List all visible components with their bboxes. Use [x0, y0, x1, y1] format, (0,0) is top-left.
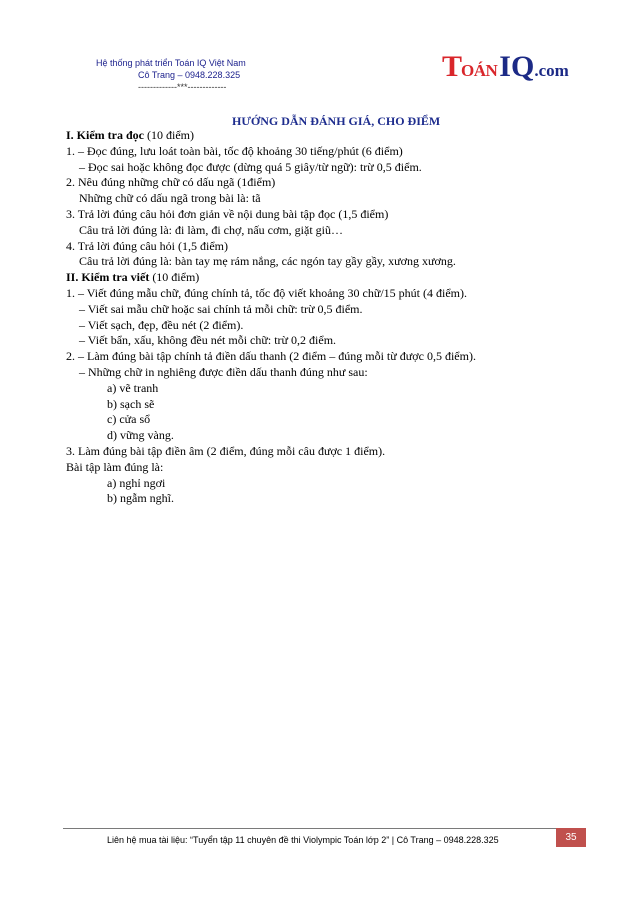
logo-iq: IQ — [499, 50, 535, 83]
logo-t: T — [442, 50, 462, 83]
section-heading-label: II. Kiểm tra viết — [66, 270, 150, 285]
footer-divider — [63, 828, 556, 829]
line-text: b) sạch sẽ — [107, 396, 155, 411]
header-divider: -------------***------------- — [138, 82, 227, 92]
toaniq-logo — [442, 50, 569, 90]
body-line — [66, 302, 586, 318]
body-line — [66, 412, 586, 428]
line-text: 2. – Làm đúng bài tập chính tả điền dấu thanh (2 điểm – đúng mỗi từ được 0,5 điểm). — [66, 349, 476, 364]
section-heading — [66, 128, 586, 144]
line-text: – Viết sai mẫu chữ hoặc sai chính tả mỗi chữ: trừ 0,5 điểm. — [79, 301, 363, 316]
body-line — [66, 365, 586, 381]
line-text: 3. Làm đúng bài tập điền âm (2 điểm, đúng mỗi câu được 1 điểm). — [66, 443, 386, 458]
page-number: 35 — [556, 828, 586, 847]
logo-dotcom: .com — [534, 61, 569, 80]
line-text: c) cửa sổ — [107, 412, 151, 427]
body-line — [66, 491, 586, 507]
body-line — [66, 476, 586, 492]
body-line — [66, 397, 586, 413]
body-line — [66, 207, 586, 223]
body-line — [66, 333, 586, 349]
line-text: Câu trả lời đúng là: bàn tay mẹ rám nắng, các ngón tay gầy gầy, xương xương. — [79, 254, 456, 269]
body-line — [66, 444, 586, 460]
body-line — [66, 239, 586, 255]
line-text: (10 điểm) — [143, 128, 194, 142]
body-line — [66, 254, 586, 270]
body-line — [66, 460, 586, 476]
page-header — [96, 57, 246, 93]
line-text: 2. Nêu đúng những chữ có dấu ngã (1điểm) — [66, 175, 276, 190]
line-text: 3. Trả lời đúng câu hỏi đơn giản về nội dung bài tập đọc (1,5 điểm) — [66, 206, 389, 221]
line-text: 1. – Đọc đúng, lưu loát toàn bài, tốc độ khoảng 30 tiếng/phút (6 điểm) — [66, 143, 403, 158]
header-org: Hệ thống phát triển Toán IQ Việt Nam — [96, 58, 246, 68]
line-text: 1. – Viết đúng mẫu chữ, đúng chính tả, tốc độ viết khoảng 30 chữ/15 phút (4 điểm). — [66, 285, 467, 300]
body-line — [66, 381, 586, 397]
line-text: – Đọc sai hoặc không đọc được (dừng quá 5 giây/từ ngữ): trừ 0,5 điểm. — [79, 159, 422, 174]
body-line — [66, 144, 586, 160]
body-line — [66, 428, 586, 444]
logo-oan: OÁN — [461, 61, 498, 80]
line-text: (10 điểm) — [149, 270, 200, 285]
body-line — [66, 223, 586, 239]
line-text: b) ngẫm nghĩ. — [107, 491, 174, 506]
header-contact: Cô Trang – 0948.228.325 — [138, 70, 241, 80]
line-text: d) vững vàng. — [107, 428, 174, 443]
body-line — [66, 286, 586, 302]
document-title: HƯỚNG DẪN ĐÁNH GIÁ, CHO ĐIỂM — [232, 114, 441, 128]
line-text: – Viết sạch, đẹp, đều nét (2 điểm). — [79, 317, 244, 332]
line-text: Bài tập làm đúng là: — [66, 459, 164, 474]
line-text: 4. Trả lời đúng câu hỏi (1,5 điểm) — [66, 238, 228, 253]
document-body — [66, 128, 586, 507]
line-text: a) nghỉ ngơi — [107, 475, 166, 490]
line-text: – Những chữ in nghiêng được điền dấu thanh đúng như sau: — [79, 364, 368, 379]
section-heading-label: I. Kiểm tra đọc — [66, 128, 144, 142]
body-line — [66, 160, 586, 176]
line-text: a) vẽ tranh — [107, 380, 159, 395]
line-text: Câu trả lời đúng là: đi làm, đi chợ, nấu cơm, giặt giũ… — [79, 222, 343, 237]
line-text: Những chữ có dấu ngã trong bài là: tã — [79, 191, 261, 206]
section-heading — [66, 270, 586, 286]
body-line — [66, 349, 586, 365]
body-line — [66, 318, 586, 334]
line-text: – Viết bẩn, xấu, không đều nét mỗi chữ: trừ 0,2 điểm. — [79, 333, 337, 348]
footer-text: Liên hệ mua tài liệu: “Tuyển tập 11 chuyên đề thi Violympic Toán lớp 2” | Cô Trang – 0948.228.325 — [107, 835, 499, 845]
body-line — [66, 191, 586, 207]
body-line — [66, 175, 586, 191]
